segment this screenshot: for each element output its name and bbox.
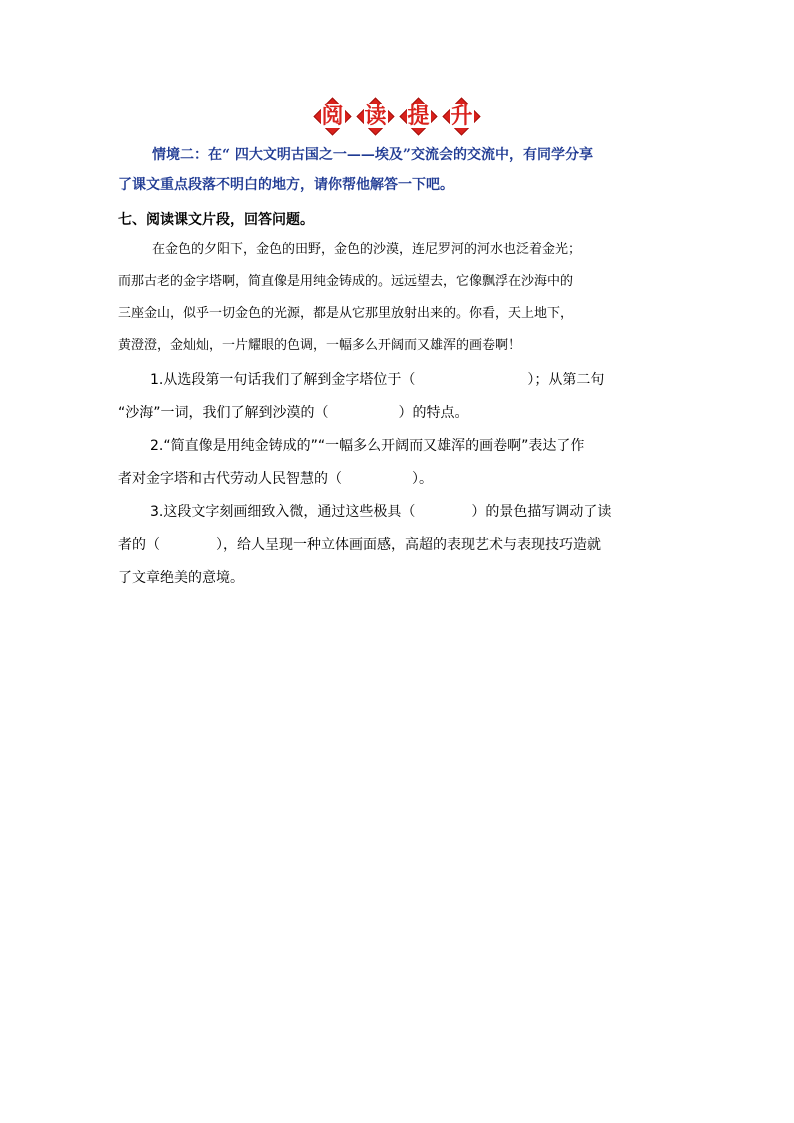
passage-line: 而那古老的金字塔啊，简直像是用纯金铸成的。远远望去，它像飘浮在沙海中的	[118, 274, 574, 289]
passage-line: 黄澄澄，金灿灿，一片耀眼的色调，一幅多么开阔而又雄浑的画卷啊！	[118, 338, 522, 353]
title-diamond-4	[442, 96, 482, 136]
scenario-intro	[118, 140, 680, 200]
question-3-line: 者的（ ），给人呈现一种立体画面感，高超的表现艺术与表现技巧造就	[118, 537, 601, 553]
passage-line: 三座金山，似乎一切金色的光源，都是从它那里放射出来的。你看，天上地下，	[118, 306, 574, 321]
title-char: 阅	[321, 103, 344, 129]
question-1-line: “沙海”一词，我们了解到沙漠的（ ）的特点。	[118, 405, 469, 421]
scenario-line: 了课文重点段落不明白的地方，请你帮他解答一下吧。	[118, 177, 454, 193]
reading-passage	[118, 234, 683, 362]
title-diamond-1	[313, 96, 353, 136]
question-3-line: 3.这段文字刻画细致入微，通过这些极具（ ）的景色描写调动了读	[150, 504, 612, 520]
title-diamond-3	[399, 96, 439, 136]
passage-line: 在金色的夕阳下，金色的田野，金色的沙漠，连尼罗河的河水也泛着金光；	[152, 242, 582, 257]
title-diamond-2	[356, 96, 396, 136]
question-2-line: 2.“简直像是用纯金铸成的”“一幅多么开阔而又雄浑的画卷啊”表达了作	[150, 438, 585, 454]
scenario-line: 情境二：在“ 四大文明古国之一——埃及”交流会的交流中，有同学分享	[152, 147, 593, 163]
question-1-line: 1.从选段第一句话我们了解到金字塔位于（ ）；从第二句	[150, 372, 605, 388]
question-section-heading: 七、阅读课文片段，回答问题。	[118, 212, 314, 228]
question-list	[118, 364, 683, 595]
title-char: 提	[407, 103, 430, 129]
question-2-line: 者对金字塔和古代劳动人民智慧的（ ）。	[118, 471, 433, 487]
section-title-banner	[0, 96, 794, 136]
question-3-line: 了文章绝美的意境。	[118, 570, 244, 586]
title-char: 读	[364, 103, 387, 129]
title-char: 升	[450, 103, 473, 129]
